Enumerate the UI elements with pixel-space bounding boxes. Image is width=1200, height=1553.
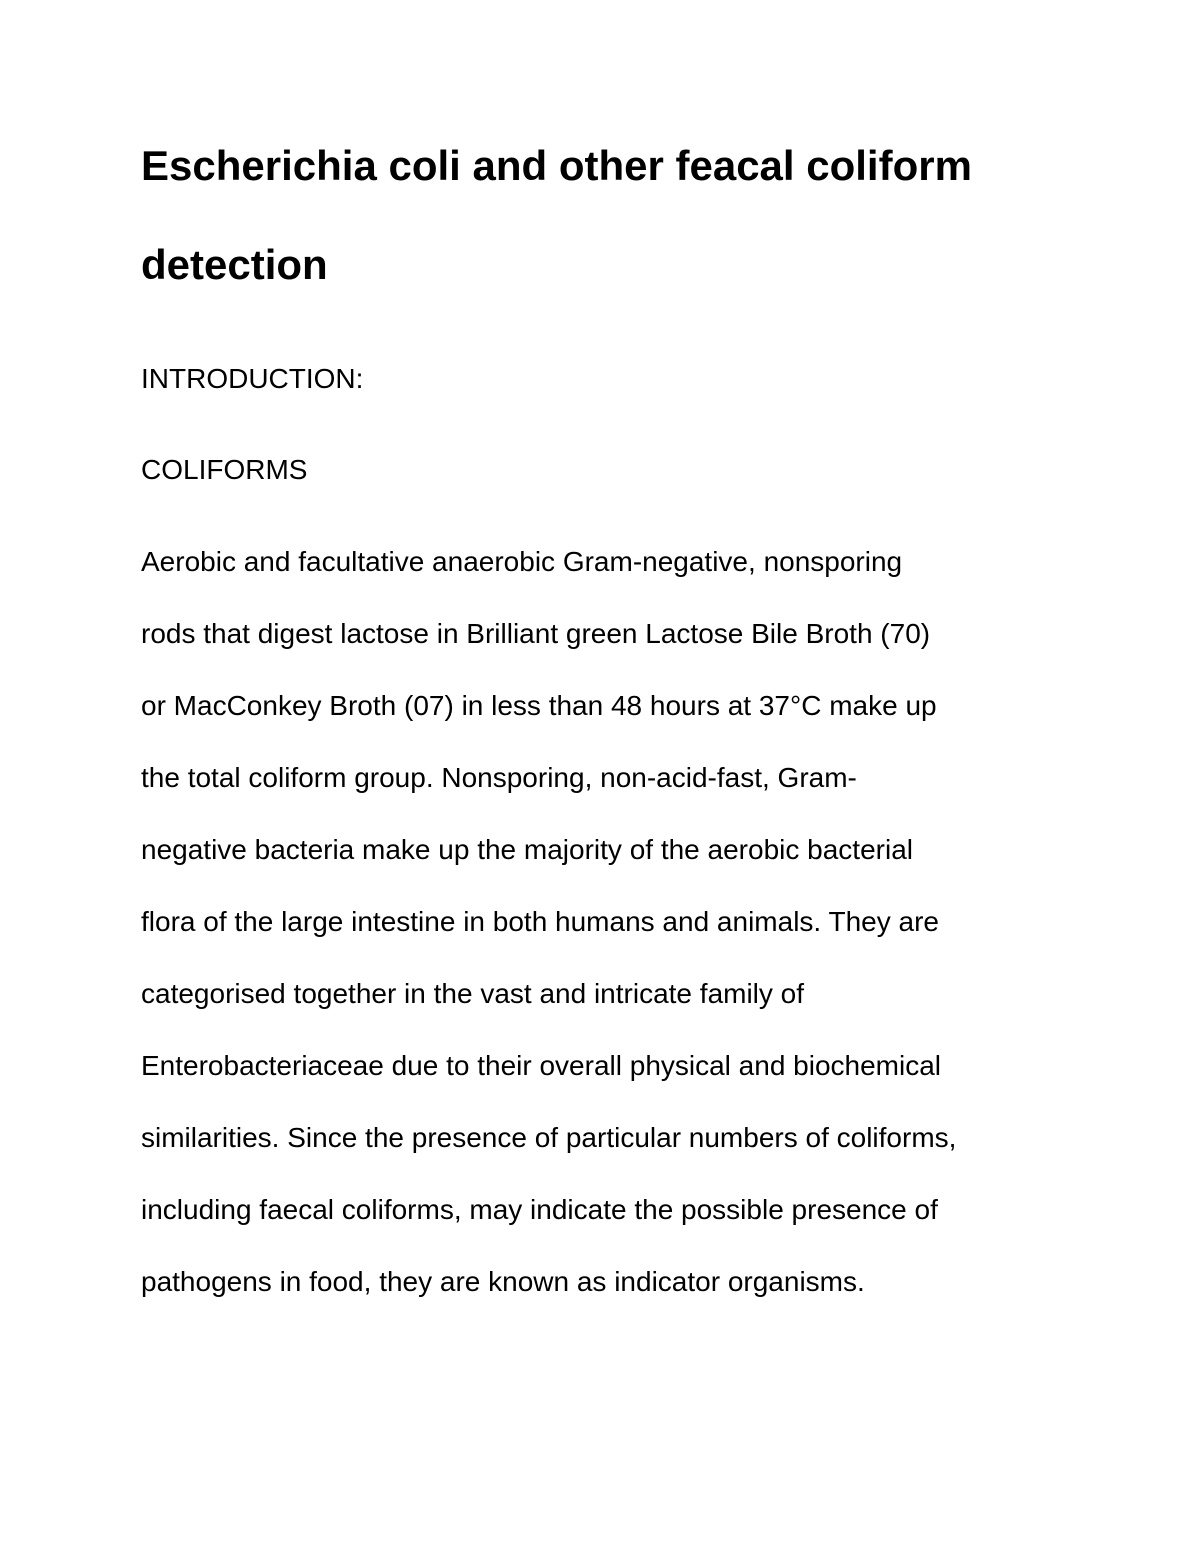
paragraph-line: negative bacteria make up the majority of the aerobic bacterial xyxy=(141,834,913,865)
paragraph-line: the total coliform group. Nonsporing, non-acid-fast, Gram- xyxy=(141,762,857,793)
paragraph-line: categorised together in the vast and intricate family of xyxy=(141,978,805,1009)
paragraph-line: Aerobic and facultative anaerobic Gram-negative, nonsporing xyxy=(141,546,903,577)
paragraph-line: including faecal coliforms, may indicate the possible presence of xyxy=(141,1194,938,1225)
coliforms-heading: COLIFORMS xyxy=(141,454,308,485)
paragraph-line: or MacConkey Broth (07) in less than 48 hours at 37°C make up xyxy=(141,690,937,721)
introduction-heading: INTRODUCTION: xyxy=(141,363,364,394)
document-title-line-1: Escherichia coli and other feacal coliform xyxy=(141,142,972,189)
document-title-line-2: detection xyxy=(141,241,328,288)
paragraph-line: flora of the large intestine in both humans and animals. They are xyxy=(141,906,939,937)
paragraph-line: pathogens in food, they are known as indicator organisms. xyxy=(141,1266,865,1297)
paragraph-line: similarities. Since the presence of particular numbers of coliforms, xyxy=(141,1122,957,1153)
paragraph-line: rods that digest lactose in Brilliant green Lactose Bile Broth (70) xyxy=(141,618,931,649)
paragraph-line: Enterobacteriaceae due to their overall physical and biochemical xyxy=(141,1050,942,1081)
